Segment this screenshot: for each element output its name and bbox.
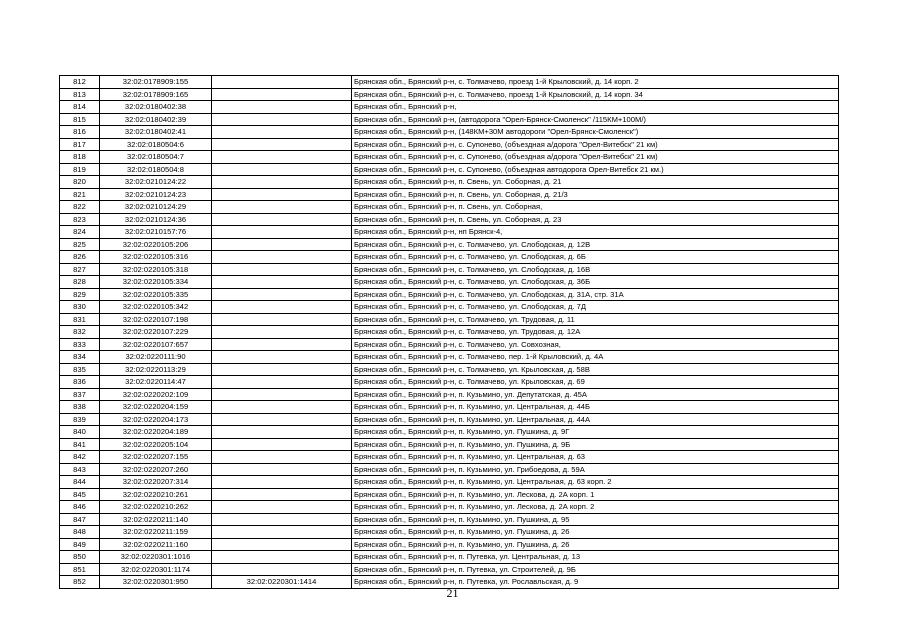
address-cell: Брянская обл., Брянский р-н, п. Кузьмино, ул. Лескова, д. 2А корп. 2 (352, 501, 839, 514)
cadastral-number-cell: 32:02:0210124:22 (100, 176, 212, 189)
table-row (60, 526, 839, 539)
row-number-cell: 829 (60, 288, 100, 301)
address-cell: Брянская обл., Брянский р-н, п. Кузьмино, ул. Пушкина, д. 9Г (352, 426, 839, 439)
row-number-cell: 836 (60, 376, 100, 389)
cadastral-number-cell: 32:02:0180504:6 (100, 138, 212, 151)
table-row (60, 88, 839, 101)
row-number-cell: 832 (60, 326, 100, 339)
address-cell: Брянская обл., Брянский р-н, п. Кузьмино, ул. Депутатская, д. 45А (352, 388, 839, 401)
cadastral-number-cell: 32:02:0220205:104 (100, 438, 212, 451)
cadastral-number-cell: 32:02:0220301:1174 (100, 563, 212, 576)
table-row (60, 338, 839, 351)
address-cell: Брянская обл., Брянский р-н, (352, 101, 839, 114)
secondary-cadastral-number-cell (212, 451, 352, 464)
table-row (60, 276, 839, 289)
cadastral-number-cell: 32:02:0220202:109 (100, 388, 212, 401)
table-row (60, 388, 839, 401)
address-cell: Брянская обл., Брянский р-н, с. Супонево, (объездная а/дорога "Орел-Витебск" 21 км) (352, 138, 839, 151)
row-number-cell: 814 (60, 101, 100, 114)
address-cell: Брянская обл., Брянский р-н, с. Толмачево, ул. Совхозная, (352, 338, 839, 351)
table-row (60, 151, 839, 164)
secondary-cadastral-number-cell (212, 388, 352, 401)
table-row (60, 538, 839, 551)
secondary-cadastral-number-cell (212, 438, 352, 451)
row-number-cell: 851 (60, 563, 100, 576)
table-row (60, 501, 839, 514)
row-number-cell: 834 (60, 351, 100, 364)
cadastral-number-cell: 32:02:0220207:260 (100, 463, 212, 476)
cadastral-number-cell: 32:02:0220107:198 (100, 313, 212, 326)
cadastral-number-cell: 32:02:0180504:8 (100, 163, 212, 176)
table-row (60, 113, 839, 126)
cadastral-number-cell: 32:02:0220105:318 (100, 263, 212, 276)
secondary-cadastral-number-cell (212, 363, 352, 376)
address-cell: Брянская обл., Брянский р-н, с. Толмачево, ул. Слободская, д. 16В (352, 263, 839, 276)
secondary-cadastral-number-cell (212, 276, 352, 289)
address-cell: Брянская обл., Брянский р-н, с. Толмачево, проезд 1-й Крыловский, д. 14 корп. 2 (352, 76, 839, 89)
cadastral-number-cell: 32:02:0220210:261 (100, 488, 212, 501)
secondary-cadastral-number-cell (212, 138, 352, 151)
secondary-cadastral-number-cell (212, 163, 352, 176)
row-number-cell: 819 (60, 163, 100, 176)
cadastral-number-cell: 32:02:0220105:334 (100, 276, 212, 289)
address-cell: Брянская обл., Брянский р-н, с. Толмачево, ул. Слободская, д. 12В (352, 238, 839, 251)
cadastral-number-cell: 32:02:0220105:335 (100, 288, 212, 301)
secondary-cadastral-number-cell (212, 288, 352, 301)
cadastral-number-cell: 32:02:0220207:155 (100, 451, 212, 464)
address-cell: Брянская обл., Брянский р-н, с. Супонево, (объездная а/дорога "Орел-Витебск" 21 км) (352, 151, 839, 164)
secondary-cadastral-number-cell (212, 263, 352, 276)
table-row (60, 188, 839, 201)
address-cell: Брянская обл., Брянский р-н, п. Кузьмино, ул. Лескова, д. 2А корп. 1 (352, 488, 839, 501)
table-row (60, 301, 839, 314)
secondary-cadastral-number-cell (212, 338, 352, 351)
address-cell: Брянская обл., Брянский р-н, с. Толмачево, ул. Слободская, д. 7Д (352, 301, 839, 314)
secondary-cadastral-number-cell (212, 351, 352, 364)
row-number-cell: 828 (60, 276, 100, 289)
address-cell: Брянская обл., Брянский р-н, п. Свень, ул. Соборная, д. 23 (352, 213, 839, 226)
secondary-cadastral-number-cell (212, 526, 352, 539)
row-number-cell: 820 (60, 176, 100, 189)
cadastral-number-cell: 32:02:0220105:316 (100, 251, 212, 264)
row-number-cell: 843 (60, 463, 100, 476)
cadastral-number-cell: 32:02:0210124:23 (100, 188, 212, 201)
row-number-cell: 822 (60, 201, 100, 214)
cadastral-number-cell: 32:02:0210124:29 (100, 201, 212, 214)
row-number-cell: 815 (60, 113, 100, 126)
table-row (60, 251, 839, 264)
secondary-cadastral-number-cell (212, 213, 352, 226)
address-cell: Брянская обл., Брянский р-н, п. Кузьмино, ул. Центральная, д. 44А (352, 413, 839, 426)
secondary-cadastral-number-cell (212, 476, 352, 489)
table-row (60, 126, 839, 139)
address-cell: Брянская обл., Брянский р-н, п. Свень, ул. Соборная, (352, 201, 839, 214)
address-cell: Брянская обл., Брянский р-н, с. Толмачево, ул. Слободская, д. 6Б (352, 251, 839, 264)
cadastral-number-cell: 32:02:0220211:159 (100, 526, 212, 539)
row-number-cell: 845 (60, 488, 100, 501)
secondary-cadastral-number-cell (212, 301, 352, 314)
table-row (60, 351, 839, 364)
table-row (60, 163, 839, 176)
row-number-cell: 817 (60, 138, 100, 151)
cadastral-number-cell: 32:02:0220301:1016 (100, 551, 212, 564)
table-row (60, 451, 839, 464)
table-row (60, 176, 839, 189)
row-number-cell: 841 (60, 438, 100, 451)
row-number-cell: 830 (60, 301, 100, 314)
table-row (60, 563, 839, 576)
secondary-cadastral-number-cell (212, 251, 352, 264)
cadastral-number-cell: 32:02:0220105:342 (100, 301, 212, 314)
secondary-cadastral-number-cell (212, 401, 352, 414)
address-cell: Брянская обл., Брянский р-н, п. Кузьмино, ул. Пушкина, д. 95 (352, 513, 839, 526)
table-row (60, 476, 839, 489)
address-cell: Брянская обл., Брянский р-н, с. Толмачево, ул. Трудовая, д. 12А (352, 326, 839, 339)
row-number-cell: 839 (60, 413, 100, 426)
address-cell: Брянская обл., Брянский р-н, (автодорога "Орел-Брянск-Смоленск" /115КМ+100М/) (352, 113, 839, 126)
row-number-cell: 831 (60, 313, 100, 326)
cadastral-number-cell: 32:02:0210124:36 (100, 213, 212, 226)
address-cell: Брянская обл., Брянский р-н, с. Супонево, (объездная автодорога Орел-Витебск 21 км.) (352, 163, 839, 176)
cadastral-number-cell: 32:02:0180402:38 (100, 101, 212, 114)
address-cell: Брянская обл., Брянский р-н, п. Кузьмино, ул. Центральная, д. 63 (352, 451, 839, 464)
table-row (60, 376, 839, 389)
secondary-cadastral-number-cell (212, 488, 352, 501)
row-number-cell: 826 (60, 251, 100, 264)
address-cell: Брянская обл., Брянский р-н, п. Путевка, ул. Строителей, д. 9Б (352, 563, 839, 576)
row-number-cell: 850 (60, 551, 100, 564)
address-cell: Брянская обл., Брянский р-н, п. Кузьмино, ул. Пушкина, д. 26 (352, 538, 839, 551)
cadastral-number-cell: 32:02:0180402:39 (100, 113, 212, 126)
cadastral-number-cell: 32:02:0220204:159 (100, 401, 212, 414)
row-number-cell: 842 (60, 451, 100, 464)
cadastral-number-cell: 32:02:0220113:29 (100, 363, 212, 376)
address-cell: Брянская обл., Брянский р-н, с. Толмачево, ул. Слободская, д. 36Б (352, 276, 839, 289)
table-row (60, 488, 839, 501)
secondary-cadastral-number-cell (212, 176, 352, 189)
cadastral-number-cell: 32:02:0180402:41 (100, 126, 212, 139)
row-number-cell: 840 (60, 426, 100, 439)
address-cell: Брянская обл., Брянский р-н, п. Свень, ул. Соборная, д. 21 (352, 176, 839, 189)
secondary-cadastral-number-cell (212, 376, 352, 389)
cadastral-number-cell: 32:02:0210157:76 (100, 226, 212, 239)
table-row (60, 213, 839, 226)
secondary-cadastral-number-cell (212, 426, 352, 439)
secondary-cadastral-number-cell (212, 238, 352, 251)
table-row (60, 201, 839, 214)
table-row (60, 363, 839, 376)
address-cell: Брянская обл., Брянский р-н, с. Толмачево, пер. 1-й Крыловский, д. 4А (352, 351, 839, 364)
secondary-cadastral-number-cell (212, 151, 352, 164)
table-row (60, 426, 839, 439)
address-cell: Брянская обл., Брянский р-н, п. Кузьмино, ул. Центральная, д. 44Б (352, 401, 839, 414)
secondary-cadastral-number-cell (212, 413, 352, 426)
row-number-cell: 821 (60, 188, 100, 201)
cadastral-number-cell: 32:02:0220210:262 (100, 501, 212, 514)
cadastral-number-cell: 32:02:0220107:229 (100, 326, 212, 339)
row-number-cell: 835 (60, 363, 100, 376)
cadastral-number-cell: 32:02:0220301:950 (100, 576, 212, 589)
row-number-cell: 816 (60, 126, 100, 139)
secondary-cadastral-number-cell (212, 513, 352, 526)
secondary-cadastral-number-cell (212, 463, 352, 476)
row-number-cell: 812 (60, 76, 100, 89)
secondary-cadastral-number-cell (212, 538, 352, 551)
secondary-cadastral-number-cell (212, 563, 352, 576)
table-row (60, 513, 839, 526)
address-cell: Брянская обл., Брянский р-н, п. Кузьмино, ул. Центральная, д. 63 корп. 2 (352, 476, 839, 489)
table-row (60, 101, 839, 114)
row-number-cell: 833 (60, 338, 100, 351)
row-number-cell: 848 (60, 526, 100, 539)
secondary-cadastral-number-cell: 32:02:0220301:1414 (212, 576, 352, 589)
cadastral-number-cell: 32:02:0180504:7 (100, 151, 212, 164)
address-cell: Брянская обл., Брянский р-н, с. Толмачево, ул. Крыловская, д. 58В (352, 363, 839, 376)
registry-table (59, 75, 839, 589)
secondary-cadastral-number-cell (212, 226, 352, 239)
secondary-cadastral-number-cell (212, 201, 352, 214)
row-number-cell: 837 (60, 388, 100, 401)
secondary-cadastral-number-cell (212, 188, 352, 201)
address-cell: Брянская обл., Брянский р-н, п. Свень, ул. Соборная, д. 21/3 (352, 188, 839, 201)
cadastral-number-cell: 32:02:0220211:140 (100, 513, 212, 526)
address-cell: Брянская обл., Брянский р-н, с. Толмачево, ул. Трудовая, д. 11 (352, 313, 839, 326)
table-row (60, 313, 839, 326)
row-number-cell: 818 (60, 151, 100, 164)
row-number-cell: 846 (60, 501, 100, 514)
row-number-cell: 825 (60, 238, 100, 251)
cadastral-number-cell: 32:02:0220204:173 (100, 413, 212, 426)
secondary-cadastral-number-cell (212, 113, 352, 126)
address-cell: Брянская обл., Брянский р-н, п. Кузьмино, ул. Пушкина, д. 26 (352, 526, 839, 539)
table-row (60, 238, 839, 251)
cadastral-number-cell: 32:02:0220105:206 (100, 238, 212, 251)
address-cell: Брянская обл., Брянский р-н, п. Путевка, ул. Центральная, д. 13 (352, 551, 839, 564)
secondary-cadastral-number-cell (212, 88, 352, 101)
table-row (60, 76, 839, 89)
row-number-cell: 844 (60, 476, 100, 489)
row-number-cell: 823 (60, 213, 100, 226)
address-cell: Брянская обл., Брянский р-н, с. Толмачево, проезд 1-й Крыловский, д. 14 корп. 34 (352, 88, 839, 101)
secondary-cadastral-number-cell (212, 551, 352, 564)
cadastral-number-cell: 32:02:0220207:314 (100, 476, 212, 489)
address-cell: Брянская обл., Брянский р-н, нп Брянск-4, (352, 226, 839, 239)
cadastral-number-cell: 32:02:0178909:165 (100, 88, 212, 101)
secondary-cadastral-number-cell (212, 501, 352, 514)
address-cell: Брянская обл., Брянский р-н, п. Путевка, ул. Рославльская, д. 9 (352, 576, 839, 589)
table-row (60, 138, 839, 151)
row-number-cell: 838 (60, 401, 100, 414)
address-cell: Брянская обл., Брянский р-н, п. Кузьмино, ул. Пушкина, д. 9Б (352, 438, 839, 451)
row-number-cell: 847 (60, 513, 100, 526)
table-row (60, 226, 839, 239)
row-number-cell: 849 (60, 538, 100, 551)
cadastral-number-cell: 32:02:0220107:657 (100, 338, 212, 351)
cadastral-number-cell: 32:02:0220204:189 (100, 426, 212, 439)
row-number-cell: 824 (60, 226, 100, 239)
table-row (60, 463, 839, 476)
cadastral-number-cell: 32:02:0220211:160 (100, 538, 212, 551)
secondary-cadastral-number-cell (212, 76, 352, 89)
table-row (60, 413, 839, 426)
table-row (60, 326, 839, 339)
address-cell: Брянская обл., Брянский р-н, п. Кузьмино, ул. Грибоедова, д. 59А (352, 463, 839, 476)
row-number-cell: 852 (60, 576, 100, 589)
address-cell: Брянская обл., Брянский р-н, (148КМ+30М автодороги "Орел-Брянск-Смоленск") (352, 126, 839, 139)
table-row (60, 551, 839, 564)
page-number: 21 (446, 586, 459, 600)
secondary-cadastral-number-cell (212, 313, 352, 326)
table-row (60, 288, 839, 301)
table-row (60, 263, 839, 276)
address-cell: Брянская обл., Брянский р-н, с. Толмачево, ул. Крыловская, д. 69 (352, 376, 839, 389)
cadastral-number-cell: 32:02:0220114:47 (100, 376, 212, 389)
registry-table-body (60, 76, 839, 589)
row-number-cell: 827 (60, 263, 100, 276)
cadastral-number-cell: 32:02:0220111:90 (100, 351, 212, 364)
secondary-cadastral-number-cell (212, 326, 352, 339)
table-row (60, 438, 839, 451)
secondary-cadastral-number-cell (212, 101, 352, 114)
table-row (60, 401, 839, 414)
row-number-cell: 813 (60, 88, 100, 101)
secondary-cadastral-number-cell (212, 126, 352, 139)
cadastral-number-cell: 32:02:0178909:155 (100, 76, 212, 89)
address-cell: Брянская обл., Брянский р-н, с. Толмачево, ул. Слободская, д. 31А, стр. 31А (352, 288, 839, 301)
